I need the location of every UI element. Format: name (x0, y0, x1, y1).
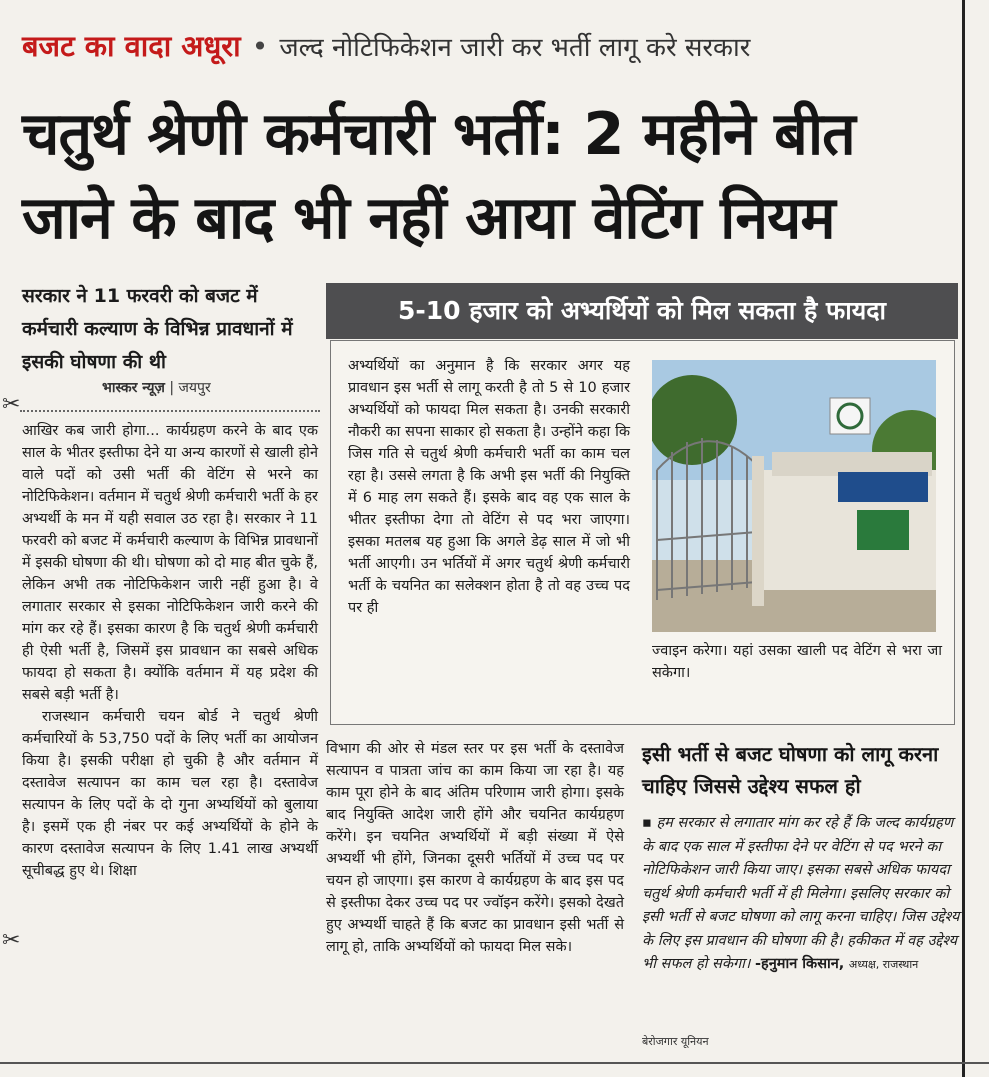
box-text: अभ्यर्थियों का अनुमान है कि सरकार अगर यह प्रावधान इस भर्ती से लागू करती है तो 5 से 10 हजार अभ्यर्थियों को फायदा मिल सकता है। उनकी सरकारी नौकरी का सपना साकार हो सकता है। उन्होंने कहा कि जिस गति से चतुर्थ श्रेणी कर्मचारी भर्ती का काम चल रहा है। उससे लगता है कि अभी इस भर्ती की नियुक्ति में 6 माह लग सकते हैं। इसके बाद वह एक साल के भीतर इस्तीफा देगा तो वेटिंग से पद भरा जाएगा। इसका मतलब यह हुआ कि अगले डेढ़ साल में जो भी भर्ती आएगी। उन भर्तियों में अगर चतुर्थ श्रेणी कर्मचारी भर्ती के चयनित का सलेक्शन होता है तो वह उच्च पद पर ही (348, 358, 630, 616)
byline-city: जयपुर (178, 380, 211, 396)
right-border (962, 0, 965, 1077)
dotted-divider (20, 410, 320, 412)
quote-mark: ▪ (642, 815, 652, 831)
signature-role: अध्यक्ष, राजस्थान (848, 958, 919, 971)
office-gate-photo (652, 360, 936, 632)
byline-separator: | (169, 380, 175, 396)
deck: सरकार ने 11 फरवरी को बजट में कर्मचारी कल्याण के विभिन्न प्रावधानों में इसकी घोषणा की थी (22, 285, 293, 373)
kicker-rest: जल्द नोटिफिकेशन जारी कर भर्ती लागू करे सरकार (279, 33, 751, 63)
quote-heading: इसी भर्ती से बजट घोषणा को लागू करना चाहिए जिससे उद्देश्य सफल हो (642, 742, 939, 798)
kicker (22, 26, 957, 76)
box-title: 5-10 हजार को अभ्यर्थियों को मिल सकता है फायदा (326, 283, 958, 339)
headline-line-1: चतुर्थ श्रेणी कर्मचारी भर्ती: 2 महीने बीत (22, 99, 855, 168)
headline (22, 92, 952, 260)
bottom-border (0, 1062, 989, 1064)
photo-caption: ज्वाइन करेगा। यहां उसका खाली पद वेटिंग से भरा जा सकेगा। (652, 643, 942, 681)
body-paragraph-2: राजस्थान कर्मचारी चयन बोर्ड ने चतुर्थ श्रेणी कर्मचारियों के 53,750 पदों के लिए भर्ती का आयोजन किया है। इसकी परीक्षा हो चुकी है और वर्तमान में दस्तावेज सत्यापन का काम चल रहा है। दस्तावेज सत्यापन के लिए पदों के दो गुना अभ्यर्थियों को बुलाया है। इसमें एक ही नंबर पर कई अभ्यर्थियों के होने के कारण दस्तावेज सत्यापन के लिए 1.41 लाख अभ्यर्थी सूचीबद्ध हुए थे। शिक्षा (22, 709, 318, 879)
signature-org: बेरोजगार यूनियन (642, 1035, 709, 1048)
byline (102, 378, 302, 397)
kicker-bullet: • (251, 30, 269, 63)
scissor-icon: ✂ (2, 392, 21, 417)
body-column-1 (22, 420, 318, 882)
signature-name: -हनुमान किसान, (755, 956, 845, 972)
byline-source: भास्कर न्यूज़ (102, 380, 165, 396)
body-column-2 (326, 738, 624, 958)
headline-line-2: जाने के बाद भी नहीं आया वेटिंग नियम (22, 183, 835, 252)
scissor-icon: ✂ (2, 928, 21, 953)
quote-text: हम सरकार से लगातार मांग कर रहे हैं कि जल्द कार्यग्रहण के बाद एक साल में इस्तीफा देने पर वेटिंग से पद भरने का नोटिफिकेशन जारी किया जाए। इसका सबसे अधिक फायदा चतुर्थ श्रेणी कर्मचारी भर्ती में ही मिलेगा। इसलिए सरकार को इसी भर्ती से बजट घोषणा को लागू करना चाहिए। जिस उद्देश्य के लिए इस प्रावधान की घोषणा की है। हकीकत में वह उद्देश्य भी सफल हो सकेगा। (642, 815, 960, 972)
kicker-red: बजट का वादा अधूरा (22, 29, 241, 63)
body-paragraph-3: विभाग की ओर से मंडल स्तर पर इस भर्ती के दस्तावेज सत्यापन व पात्रता जांच का काम किया जा रहा है। यह काम पूरा होने के बाद अंतिम परिणाम जारी होगा। इसके बाद नियुक्ति आदेश जारी होंगे और चयनित कार्यग्रहण करेंगे। इन चयनित अभ्यर्थियों में बड़ी संख्या में ऐसे अभ्यर्थी भी होंगे, जिनका दूसरी भर्तियों में उच्च पद पर चयन हो जाएगा। इस कारण वे कार्यग्रहण के बाद इस पद से इस्तीफा देकर उच्च पद पर ज्वॉइन करेंगे। इसको देखते हुए अभ्यर्थी चाहते हैं कि बजट का प्रावधान इसी भर्ती से लागू हो, ताकि अभ्यर्थियों को फायदा मिल सके। (326, 741, 624, 955)
body-paragraph-1: आखिर कब जारी होगा... कार्यग्रहण करने के बाद एक साल के भीतर इस्तीफा देने या अन्य कारणों से खाली होने वाले पदों को उसी भर्ती की वेटिंग से भरने का नोटिफिकेशन। वर्तमान में चतुर्थ श्रेणी कर्मचारी भर्ती के हर अभ्यर्थी के मन में यही सवाल उठ रहा है। सरकार ने 11 फरवरी को बजट में कर्मचारी कल्याण के विभिन्न प्रावधानों में इसकी घोषणा की थी। घोषणा को दो माह बीत चुके हैं, लेकिन अभी तक नोटिफिकेशन जारी नहीं हुआ है। वे लगातार सरकार से इसका नोटिफिकेशन जारी करने की मांग कर रहे हैं। इसका कारण है कि चतुर्थ श्रेणी कर्मचारी ही ऐसी भर्ती है, जिसमें इस प्रावधान का सबसे अधिक फायदा हो सकता है। क्योंकि वर्तमान में यह प्रदेश की सबसे बड़ी भर्ती है। (22, 423, 318, 703)
quote-body (642, 812, 960, 977)
